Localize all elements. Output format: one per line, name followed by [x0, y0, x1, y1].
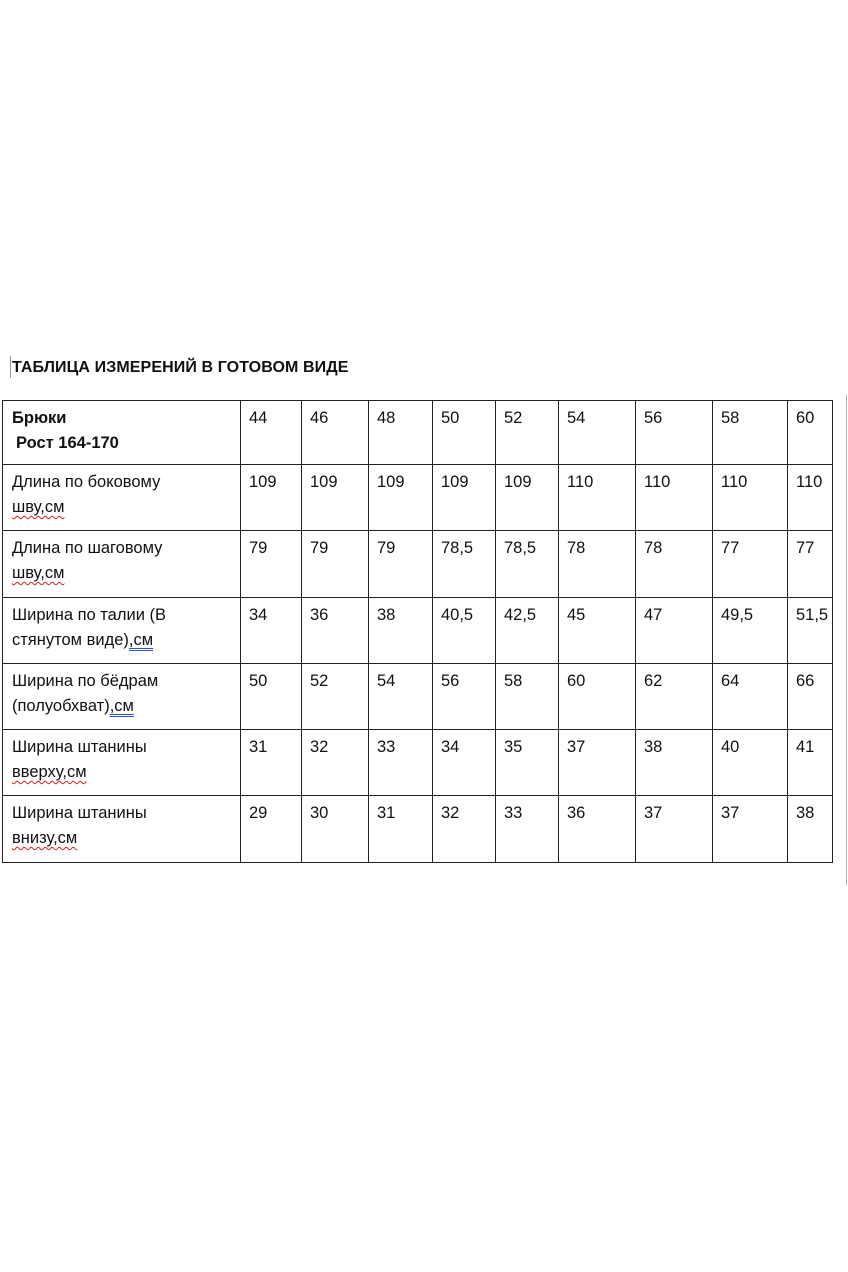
measurement-label-line: Ширина по бёдрам	[12, 672, 159, 690]
measurement-label-line	[12, 760, 240, 785]
value-cell: 49,5	[713, 598, 788, 664]
value-cell: 110	[713, 465, 788, 531]
value-cell: 32	[302, 730, 369, 796]
value-cell: 35	[496, 730, 559, 796]
value-cell: 47	[636, 598, 713, 664]
measurement-label-cell	[3, 598, 241, 664]
value-cell: 77	[788, 531, 833, 598]
value-cell: 79	[241, 531, 302, 598]
value-cell: 30	[302, 796, 369, 863]
spellcheck-marked-text: внизу,см	[12, 829, 78, 847]
size-header-cell: 44	[241, 401, 302, 465]
value-cell: 60	[559, 664, 636, 730]
value-cell: 78	[636, 531, 713, 598]
height-range: Рост 164-170	[16, 434, 119, 452]
value-cell: 31	[369, 796, 433, 863]
measurement-label-line	[12, 628, 240, 653]
size-header-cell: 48	[369, 401, 433, 465]
value-cell: 40	[713, 730, 788, 796]
value-cell: 37	[636, 796, 713, 863]
measurement-label-line	[12, 561, 240, 586]
value-cell: 56	[433, 664, 496, 730]
table-row	[3, 465, 833, 531]
value-cell: 38	[369, 598, 433, 664]
grammar-marked-text: ,см	[128, 631, 154, 649]
value-cell: 38	[636, 730, 713, 796]
spellcheck-marked-text: шву,см	[12, 564, 65, 582]
table-row	[3, 730, 833, 796]
value-cell: 110	[788, 465, 833, 531]
measurement-label-line: Длина по шаговому	[12, 539, 163, 557]
value-cell: 36	[559, 796, 636, 863]
value-cell: 110	[559, 465, 636, 531]
value-cell: 109	[369, 465, 433, 531]
value-cell: 40,5	[433, 598, 496, 664]
size-header-cell: 50	[433, 401, 496, 465]
text-cursor	[10, 356, 11, 378]
value-cell: 31	[241, 730, 302, 796]
header-label-cell	[3, 401, 241, 465]
value-cell: 37	[713, 796, 788, 863]
value-cell: 62	[636, 664, 713, 730]
table-header-row	[3, 401, 833, 465]
value-cell: 109	[433, 465, 496, 531]
value-cell: 37	[559, 730, 636, 796]
measurement-label-cell	[3, 465, 241, 531]
size-header-cell: 60	[788, 401, 833, 465]
product-name: Брюки	[12, 409, 67, 427]
value-cell: 77	[713, 531, 788, 598]
value-cell: 64	[713, 664, 788, 730]
measurement-label-line: Ширина штанины	[12, 738, 147, 756]
value-cell: 78	[559, 531, 636, 598]
table-row	[3, 664, 833, 730]
measurement-label-cell	[3, 531, 241, 598]
size-header-cell: 56	[636, 401, 713, 465]
value-cell: 78,5	[496, 531, 559, 598]
value-cell: 45	[559, 598, 636, 664]
value-cell: 109	[241, 465, 302, 531]
size-header-cell: 52	[496, 401, 559, 465]
value-cell: 78,5	[433, 531, 496, 598]
table-row	[3, 796, 833, 863]
value-cell: 110	[636, 465, 713, 531]
value-cell: 58	[496, 664, 559, 730]
measurement-label-line	[12, 826, 240, 851]
value-cell: 34	[433, 730, 496, 796]
measurement-label-line: Длина по боковому	[12, 473, 161, 491]
size-header-cell: 58	[713, 401, 788, 465]
value-cell: 33	[369, 730, 433, 796]
value-cell: 33	[496, 796, 559, 863]
measurement-table	[2, 400, 833, 863]
value-cell: 38	[788, 796, 833, 863]
measurement-label-cell	[3, 796, 241, 863]
spellcheck-marked-text: вверху,см	[12, 763, 87, 781]
spellcheck-marked-text: шву,см	[12, 498, 65, 516]
measurement-label-line	[12, 495, 240, 520]
value-cell: 79	[369, 531, 433, 598]
value-cell: 29	[241, 796, 302, 863]
value-cell: 41	[788, 730, 833, 796]
measurement-label-cell	[3, 730, 241, 796]
size-header-cell: 54	[559, 401, 636, 465]
value-cell: 51,5	[788, 598, 833, 664]
size-header-cell: 46	[302, 401, 369, 465]
measurement-label-line: Ширина штанины	[12, 804, 147, 822]
measurement-label-line	[12, 694, 240, 719]
value-cell: 79	[302, 531, 369, 598]
document-title: ТАБЛИЦА ИЗМЕРЕНИЙ В ГОТОВОМ ВИДЕ	[12, 359, 349, 376]
value-cell: 36	[302, 598, 369, 664]
value-cell: 52	[302, 664, 369, 730]
measurement-label-cell	[3, 664, 241, 730]
measurement-label-line: Ширина по талии (В	[12, 606, 166, 624]
value-cell: 32	[433, 796, 496, 863]
value-cell: 54	[369, 664, 433, 730]
value-cell: 109	[496, 465, 559, 531]
table-row	[3, 598, 833, 664]
value-cell: 34	[241, 598, 302, 664]
value-cell: 50	[241, 664, 302, 730]
page-margin-guide	[846, 395, 847, 885]
value-cell: 42,5	[496, 598, 559, 664]
value-cell: 66	[788, 664, 833, 730]
table-row	[3, 531, 833, 598]
grammar-marked-text: ,см	[109, 697, 134, 715]
label-text: (полуобхват)	[12, 697, 110, 715]
label-text: стянутом виде)	[12, 631, 129, 649]
value-cell: 109	[302, 465, 369, 531]
